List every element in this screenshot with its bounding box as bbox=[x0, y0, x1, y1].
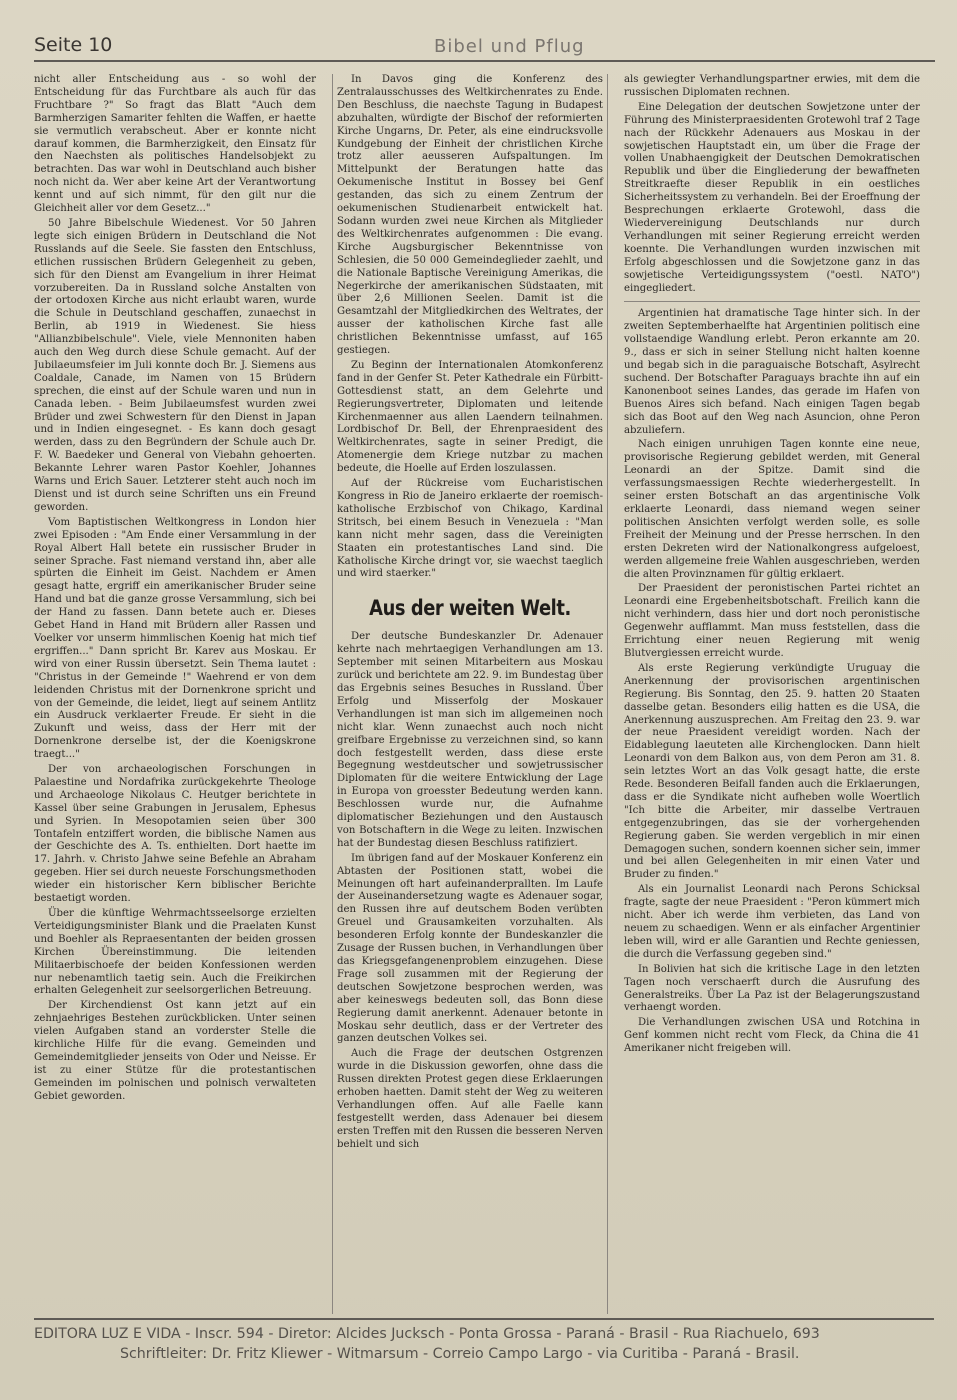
article-paragraph: Der deutsche Bundeskanzler Dr. Adenauer kehrte nach mehrtaegigen Verhandlungen am 13. September mit seinen Mitarbeitern aus Moskau zurück und berichtete am 22. 9. im Bundestag über das Ergebnis seines Besuches in Russland. Über Erfolg und Misserfolg der Moskauer Verhandlungen ist man sich im allgemeinen noch nicht klar. Wenn zunaechst auch noch nicht greifbare Ergebnisse zu verzeichnen sind, so kann doch festgestellt werden, dass diese erste Begegnung westdeutscher und sowjetrussischer Diplomaten für die weitere Entwicklung der Lage in Europa von groesster Bedeutung werden kann. Beschlossen wurde nur, die Aufnahme diplomatischer Beziehungen und den Austausch von Botschaftern in die Wege zu leiten. Inzwischen hat der Bundestag diesen Beschluss ratifiziert. bbox=[337, 631, 603, 849]
article-paragraph: Der Praesident der peronistischen Partei richtet an Leonardi eine Ergebenheitsbotschaft. Freilich kann die nicht verhindern, dass hier und dort noch peronistische Gegenwehr aufflammt. Man muss feststellen, dass die Errichtung einer neuen Regierung mit wenig Blutvergiessen erreicht wurde. bbox=[624, 583, 920, 659]
article-paragraph: als gewiegter Verhandlungspartner erwies, mit dem die russischen Diplomaten rechnen. bbox=[624, 74, 920, 98]
column-left bbox=[34, 74, 320, 1314]
article-columns bbox=[34, 74, 934, 1314]
article-paragraph: Der von archaeologischen Forschungen in Palaestine und Nordafrika zurückgekehrte Theologe und Archaeologe Nikolaus C. Heutger berichtete in Kassel über seine Grabungen in Jerusalem, Ephesus und Syrien. In Mesopotamien seien über 300 Tontafeln entziffert worden, die biblische Namen aus der Geschichte des A. Ts. enthielten. Dort haette im 17. Jahrh. v. Christo Jahwe seine Befehle an Abraham gegeben. Hier sei durch neueste Forschungsmethoden wieder ein historischer Kern biblischer Berichte bestaetigt worden. bbox=[34, 764, 316, 905]
page-header bbox=[34, 34, 935, 62]
section-heading: Aus der weiten Welt. bbox=[369, 596, 571, 621]
article-paragraph: Im übrigen fand auf der Moskauer Konferenz ein Abtasten der Positionen statt, wobei die Meinungen oft hart aufeinanderprallten. Im Laufe der Auseinandersetzung wagte es Adenauer sogar, den Russen ihre auf deutschem Boden verübten Greuel und Grausamkeiten vorzuhalten. Als besonderen Erfolg konnte der Bundeskanzler die Zusage der Russen buchen, in Verhandlungen über das Kriegsgefangenenproblem einzugehen. Diese Frage soll zusammen mit der Regierung der deutschen Sowjetzone besprochen werden, was aber keineswegs bedeuten soll, das Bonn diese Regierung damit anerkennt. Adenauer betonte in Moskau sehr deutlich, dass er der Vertreter des ganzen deutschen Volkes sei. bbox=[337, 852, 603, 1045]
article-paragraph: Der Kirchendienst Ost kann jetzt auf ein zehnjaehriges Bestehen zurückblicken. Unter seinen vielen Aufgaben stand an vorderster Stelle die kirchliche Hilfe für die evang. Gemeinden und Gemeindemitglieder jenseits von Oder und Neisse. Er ist zu einer Stütze für die protestantischen Gemeinden im polnischen und polnisch verwalteten Gebiet geworden. bbox=[34, 1000, 316, 1102]
article-paragraph: Auf der Rückreise vom Eucharistischen Kongress in Rio de Janeiro erklaerte der roemisch-katholische Erzbischof von Chikago, Kardinal Stritsch, bei einem Besuch in Venezuela : "Man kann nicht mehr sagen, dass die Vereinigten Staaten ein protestantisches Land sind. Die Katholische Kirche dringt vor, sie waechst taeglich und wird staerker." bbox=[337, 478, 603, 580]
article-paragraph: Nach einigen unruhigen Tagen konnte eine neue, provisorische Regierung gebildet werden, mit General Leonardi an der Spitze. Damit sind die verfassungsmaessigen Rechte wiederhergestellt. In seiner ersten Botschaft an das argentinische Volk erklaerte Leonardi, dass niemand wegen seiner politischen Ansichten verfolgt werden solle, es solle Freiheit der Meinung und der Presse herrschen. In den ersten Dekreten wird der Nationalkongress aufgeloest, werden allgemeine freie Wahlen ausgeschrieben, werden die alten Provinznamen für gültig erklaert. bbox=[624, 439, 920, 580]
article-paragraph: Auch die Frage der deutschen Ostgrenzen wurde in die Diskussion geworfen, ohne dass die Russen direkten Protest gegen diese Erklaerungen erhoben haetten. Damit steht der Weg zu weiteren Verhandlungen offen. Auf alle Faelle kann festgestellt werden, dass Adenauer bei diesem ersten Treffen mit den Russen die besseren Nerven behielt und sich bbox=[337, 1048, 603, 1150]
article-paragraph: Zu Beginn der Internationalen Atomkonferenz fand in der Genfer St. Peter Kathedrale ein Fürbitt-Gottesdienst statt, an dem Gelehrte und Regierungsvertreter, Diplomaten und leitende Kirchenmaenner aus allen Laendern teilnahmen. Lordbischof Dr. Bell, der Ehrenpraesident des Weltkirchenrates, sagte in seiner Predigt, die Atomenergie dem Kriege nutzbar zu machen bedeute, die Hoelle auf Erden loszulassen. bbox=[337, 359, 603, 475]
imprint-line-publisher: EDITORA LUZ E VIDA - Inscr. 594 - Diretor: Alcides Jucksch - Ponta Grossa - Paraná - Brasil - Rua Riachuelo, 693 bbox=[34, 1326, 820, 1342]
article-paragraph: 50 Jahre Bibelschule Wiedenest. Vor 50 Jahren legte sich einigen Brüdern in Deutschland die Not Russlands auf die Seele. Sie fassten den Entschluss, etlichen russischen Brüdern Gelegenheit zu geben, sich für den Dienst am Evangelium in ihrer Heimat vorzubereiten. Da in Russland solche Anstalten von der ortodoxen Kirche aus nicht erlaubt waren, wurde die Schule in Deutschland geschaffen, zunaechst in Berlin, ab 1919 in Wiedenest. Sie hiess "Allianzbibelschule". Viele, viele Mennoniten haben auch den Weg durch diese Schule gemacht. Auf der Jubilaeumsfeier im Juli konnte doch Br. J. Siemens aus Coaldale, Canade, im Namen von 15 Brüdern sprechen, die einst auf der Schule waren und nun in Canada leben. - Beim Jubilaeumsfest wurden zwei Brüder und zwei Schwestern für den Dienst in Japan und in Indien eingesegnet. - Es kann doch gesagt werden, dass zu den Begründern der Schule auch Dr. F. W. Baedeker und General von Viebahn gehoerten. Bekannte Lehrer waren Pastor Koehler, Johannes Warns und Erich Sauer. Letzterer steht auch noch im Dienst und ist durch seine Schriften uns ein Freund geworden. bbox=[34, 217, 316, 513]
article-paragraph: Eine Delegation der deutschen Sowjetzone unter der Führung des Ministerpraesidenten Grotewohl traf 2 Tage nach der Rückkehr Adenauers aus Moskau in der sowjetischen Hauptstadt ein, um über die Frage der vollen Unabhaengigkeit der Deutschen Demokratischen Republik und über die Eingliederung der bewaffneten Streitkraefte dieser Republik in ein oestliches Sicherheitssystem zu verhandeln. Bei der Eroeffnung der Besprechungen erklaerte Grotewohl, dass die Wiedervereinigung Deutschlands nur durch Verhandlungen mit seiner Regierung erreicht werden koennte. Die Verhandlungen wurden inzwischen mit Erfolg abgeschlossen und die Sowjetzone ganz in das sowjetische Verteidigungssystem ("oestl. NATO") eingegliedert. bbox=[624, 101, 920, 294]
imprint-line-editor: Schriftleiter: Dr. Fritz Kliewer - Witmarsum - Correio Campo Largo - via Curitiba - Paraná - Brasil. bbox=[120, 1346, 800, 1362]
column-middle bbox=[332, 74, 608, 1314]
column-divider bbox=[624, 301, 920, 302]
imprint-footer bbox=[34, 1318, 934, 1364]
article-paragraph: In Davos ging die Konferenz des Zentralausschusses des Weltkirchenrates zu Ende. Den Beschluss, die naechste Tagung in Budapest abzuhalten, würdigte der Bischof der reformierten Kirche Ungarns, Dr. Peter, als eine eindrucksvolle Kundgebung der Einheit der christlichen Kirche trotz aller aeusseren Aufspaltungen. Im Mittelpunkt der Beratungen hatte das Oekumenische Institut in Bossey bei Genf gestanden, das sich zu einem Zentrum der oekumenischen Studienarbeit entwickelt hat. Sodann wurden zwei neue Kirchen als Mitglieder des Weltkirchenrates aufgenommen : Die evang. Kirche Augsburgischer Bekenntnisse von Schlesien, die 50 000 Gemeindeglieder zaehlt, und die Nationale Baptische Vereinigung Amerikas, die Negerkirche der amerikanischen Südstaaten, mit über 2,6 Millionen Seelen. Damit ist die Gesamtzahl der Mitgliedkirchen des Weltrates, der ausser der katholischen Kirche fast alle christlichen Bekenntnisse umfasst, auf 165 gestiegen. bbox=[337, 74, 603, 357]
article-paragraph: Vom Baptistischen Weltkongress in London hier zwei Episoden : "Am Ende einer Versammlung in der Royal Albert Hall betete ein russischer Bruder in seiner Sprache. Fast niemand verstand ihn, aber alle spürten die Einheit im Geist. Nachdem er Amen gesagt hatte, ergriff ein amerikanischer Bruder seine Hand und bat die ganze grosse Versammlung, sich bei der Hand zu fassen. Dann betete auch er. Dieses Gebet Hand in Hand mit Brüdern aller Rassen und Voelker vor unserm himmlischen Koenig hat mich tief ergriffen..." Dann spricht Br. Karev aus Moskau. Er wird von einer Russin übersetzt. Sein Thema lautet : "Christus in der Gemeinde !" Waehrend er von dem leidenden Christus mit der Dornenkrone spricht und von der Gemeinde, die leidet, liegt auf seinem Antlitz ein Ausdruck verklaerter Freude. Er sieht in die Zukunft und weiss, dass der Herr mit der Dornenkrone derselbe ist, der die Koenigskrone traegt..." bbox=[34, 516, 316, 761]
article-paragraph: Argentinien hat dramatische Tage hinter sich. In der zweiten Septemberhaelfte hat Argentinien politisch eine vollstaendige Wandlung erlebt. Peron erkannte am 20. 9., dass er sich in seiner Stellung nicht halten koenne und begab sich in die paraguaische Botschaft, Asylrecht suchend. Der Botschafter Paraguays brachte ihn auf ein Kanonenboot seines Landes, das gerade im Hafen von Buenos Aires sich befand. Nach einigen Tagen begab sich das Boot auf den Weg nach Asuncion, ohne Peron abzuliefern. bbox=[624, 308, 920, 436]
article-paragraph: nicht aller Entscheidung aus - so wohl der Entscheidung für das Furchtbare als auch für das Fruchtbare ?" So fragt das Blatt "Auch dem Barmherzigen Samariter fehlten die Waffen, er haette sie vermutlich verabscheut. Aber er konnte nicht darauf kommen, die Barmherzigkeit, den Einsatz für den Naechsten als politisches Handelsobjekt zu betrachten. Das war wohl in Deutschland auch bisher noch nicht da. Wer aber keine Art der Verantwortung kennt und auf sich nimmt, für den gilt nur die Gleichheit aller vor dem Gesetz..." bbox=[34, 74, 316, 215]
article-paragraph: In Bolivien hat sich die kritische Lage in den letzten Tagen noch verschaerft durch die Ausrufung des Generalstreiks. Über La Paz ist der Belagerungszustand verhaengt worden. bbox=[624, 963, 920, 1014]
article-paragraph: Über die künftige Wehrmachtsseelsorge erzielten Verteidigungsminister Blank und die Praelaten Kunst und Boehler als Repraesentanten der beiden grossen Kirchen Übereinstimmung. Die leitenden Militaerbischoefe der beiden Konfessionen werden nur nebenamtlich taetig sein. Auch die Freikirchen erhalten Gelegenheit zur seelsorgerlichen Betreuung. bbox=[34, 908, 316, 997]
article-paragraph: Als erste Regierung verkündigte Uruguay die Anerkennung der provisorischen argentinischen Regierung. Bis Sonntag, den 25. 9. hatten 20 Staaten dasselbe getan. Besonders eilig hatten es die USA, die Anerkennung auszusprechen. Am Freitag den 23. 9. war der neue Praesident vereidigt worden. Nach der Eidablegung laeuteten alle Kirchenglocken. Dann hielt Leonardi von dem Balkon aus, von dem Peron am 31. 8. sein letztes Wort an das Volk gesagt hatte, die erste Rede. Besonderen Beifall fanden auch die Erklaerungen, dass er die Syndikate nicht aufheben wolle Woertlich "Ich bitte die Arbeiter, mir dasselbe Vertrauen entgegenzubringen, das sie der vorhergehenden Regierung gaben. Sie werden vergeblich in mir einen Demagogen suchen, sondern koennen sicher sein, immer und bei allen Gelegenheiten in mir einen Vater und Bruder zu finden." bbox=[624, 662, 920, 881]
article-paragraph: Die Verhandlungen zwischen USA und Rotchina in Genf kommen nicht recht vom Fleck, da China die 41 Amerikaner nicht freigeben will. bbox=[624, 1017, 920, 1055]
journal-title: Bibel und Pflug bbox=[434, 36, 585, 57]
article-paragraph: Als ein Journalist Leonardi nach Perons Schicksal fragte, sagte der neue Praesident : "Peron kümmert mich nicht. Aber ich werde ihm verbieten, das Land von neuem zu schaedigen. Wenn er als einfacher Argentinier leben will, wird er alle Garantien und Rechte geniessen, die durch die Verfassung gegeben sind." bbox=[624, 884, 920, 960]
column-right bbox=[620, 74, 920, 1314]
page-number: Seite 10 bbox=[34, 34, 113, 56]
